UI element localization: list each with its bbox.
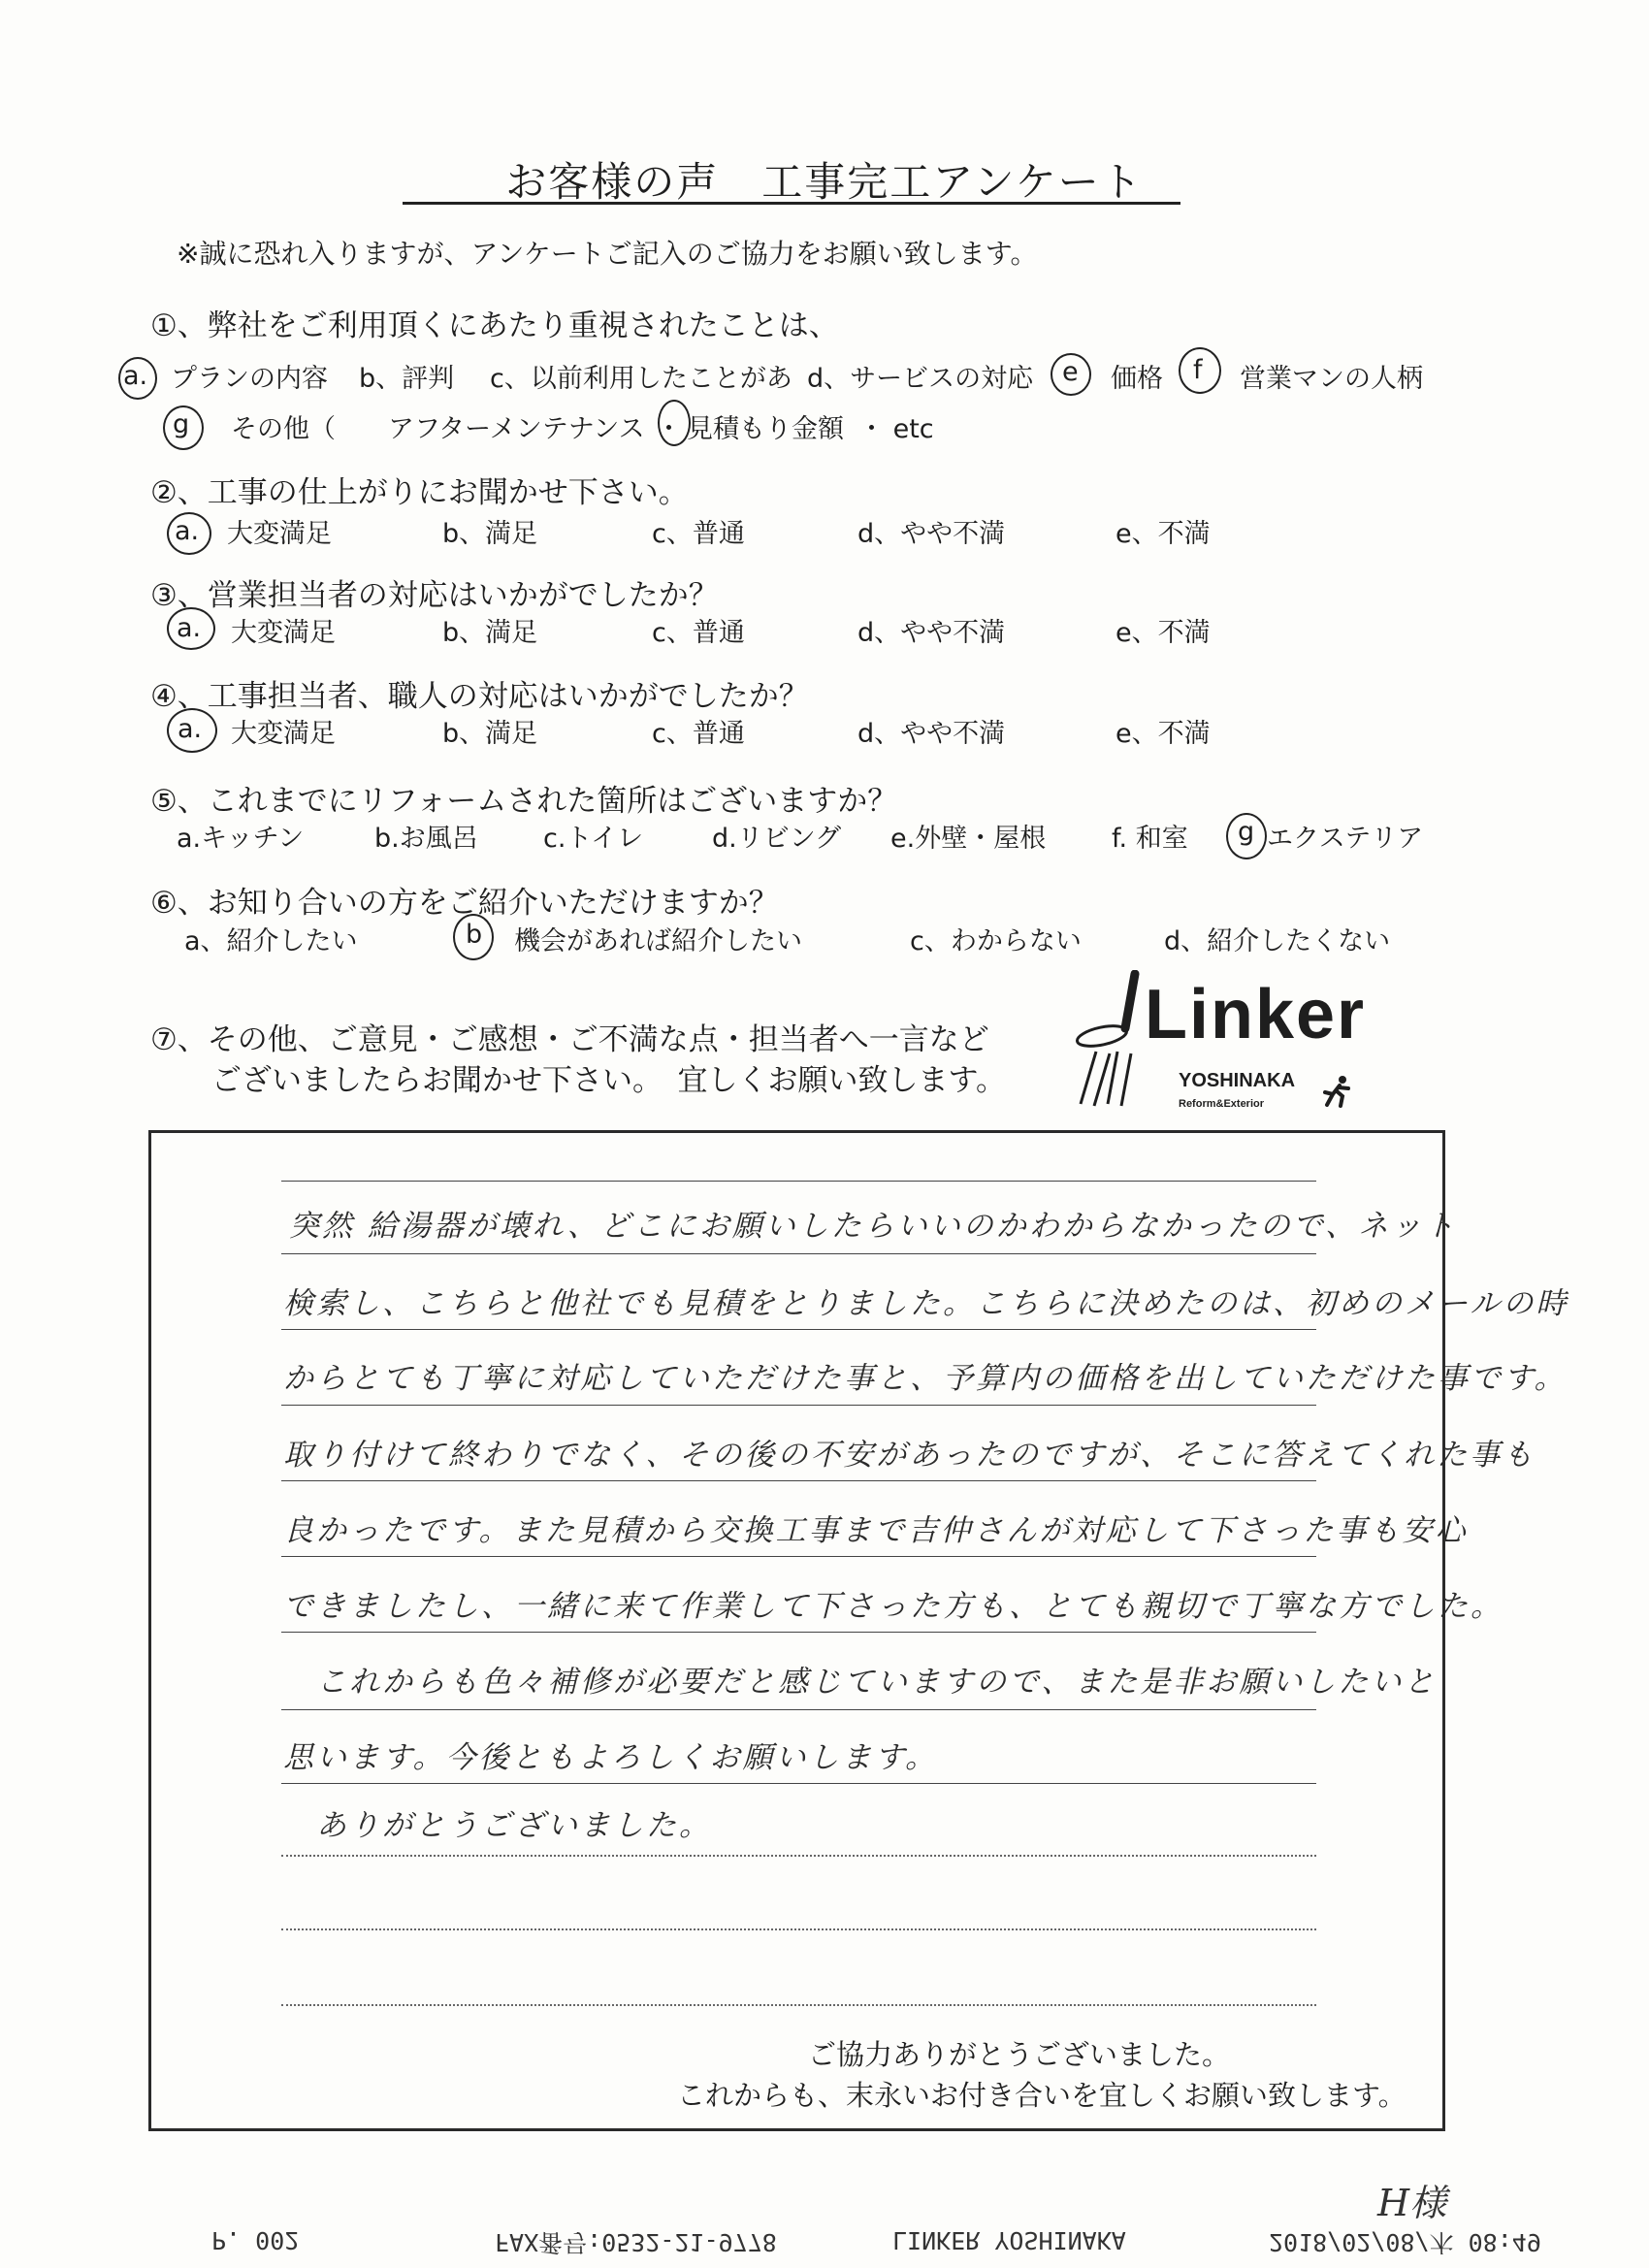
comment-rule bbox=[281, 1855, 1316, 1857]
comment-rule bbox=[281, 2004, 1316, 2006]
question-7: ⑦、その他、ご意見・ご感想・ご不満な点・担当者へ一言など bbox=[150, 1022, 989, 1057]
fax-sender: LINKER YOSHINAKA bbox=[892, 2226, 1126, 2254]
q2-option-c: c、普通 bbox=[652, 519, 745, 549]
q5-option-e: e.外壁・屋根 bbox=[890, 824, 1047, 854]
logo-wordmark: Linker bbox=[1145, 976, 1367, 1053]
comment-line: ありがとうございました。 bbox=[283, 1808, 712, 1843]
customer-name: H様 bbox=[1377, 2182, 1447, 2224]
q3-option-e: e、不満 bbox=[1116, 618, 1211, 648]
comment-line: できましたし、一緒に来て作業して下さった方も、とても親切で丁寧な方でした。 bbox=[283, 1589, 1504, 1624]
question-1: ①、弊社をご利用頂くにあたり重視されたことは、 bbox=[150, 308, 839, 343]
q3-option-b: b、満足 bbox=[442, 618, 538, 648]
q2-option-d: d、やや不満 bbox=[857, 519, 1006, 549]
comment-rule bbox=[281, 1329, 1316, 1330]
q1-option-c: c、以前利用したことがあ bbox=[490, 364, 792, 394]
comment-rule bbox=[281, 1480, 1316, 1481]
fax-number: FAX番号:0532-21-9778 bbox=[495, 2228, 777, 2256]
q1-option-g-mark: g bbox=[173, 409, 190, 439]
q3-option-a: 大変満足 bbox=[231, 618, 336, 648]
survey-intro: ※誠に恐れ入りますが、アンケートご記入のご協力をお願い致します。 bbox=[177, 238, 1038, 270]
q2-option-e: e、不満 bbox=[1116, 519, 1211, 549]
comment-rule bbox=[281, 1253, 1316, 1254]
q1-option-a: プランの内容 bbox=[171, 364, 328, 394]
comment-rule bbox=[281, 1181, 1316, 1182]
q4-option-d: d、やや不満 bbox=[857, 719, 1006, 749]
q2-option-a-mark: a. bbox=[175, 516, 200, 546]
comment-line: 取り付けて終わりでなく、その後の不安があったのですが、そこに答えてくれた事も bbox=[283, 1438, 1536, 1473]
fax-datetime: 2018/02/08/木 08:49 bbox=[1269, 2228, 1541, 2256]
q4-option-e: e、不満 bbox=[1116, 719, 1211, 749]
comment-line: これからも色々補修が必要だと感じていますので、また是非お願いしたいと bbox=[283, 1665, 1438, 1700]
q1-option-f-mark: f bbox=[1193, 355, 1203, 385]
q1-option-b: b、評判 bbox=[359, 364, 455, 394]
q1-option-other-label: その他（ bbox=[231, 414, 336, 444]
closing-line-2: これからも、末永いお付き合いを宜しくお願い致します。 bbox=[677, 2079, 1406, 2112]
survey-title: お客様の声 工事完工アンケート bbox=[505, 158, 1144, 206]
question-5: ⑤、これまでにリフォームされた箇所はございますか？ bbox=[150, 784, 898, 819]
q1-option-f: 営業マンの人柄 bbox=[1240, 364, 1423, 394]
comment-line: 突然 給湯器が壊れ、どこにお願いしたらいいのかわからなかったので、ネット bbox=[289, 1209, 1458, 1244]
q5-option-g-mark: g bbox=[1238, 817, 1255, 847]
q1-option-d: d、サービスの対応 bbox=[807, 364, 1034, 394]
q1-other-text-1: アフターメンテナンス bbox=[388, 414, 645, 444]
comment-rule bbox=[281, 1405, 1316, 1406]
logo-tagline: Reform&Exterior bbox=[1179, 1098, 1265, 1110]
q1-other-separator: ・ bbox=[656, 414, 682, 444]
q5-option-c: c.トイレ bbox=[543, 824, 644, 854]
q1-option-e-mark: e bbox=[1062, 357, 1079, 387]
comment-line: からとても丁寧に対応していただけた事と、予算内の価格を出していただけた事です。 bbox=[283, 1361, 1568, 1396]
q3-option-d: d、やや不満 bbox=[857, 618, 1006, 648]
closing-line-1: ご協力ありがとうございました。 bbox=[808, 2038, 1231, 2071]
q1-other-etc: ・ etc bbox=[858, 414, 934, 444]
comment-rule bbox=[281, 1783, 1316, 1784]
q2-option-b: b、満足 bbox=[442, 519, 538, 549]
comment-line: 思います。今後ともよろしくお願いします。 bbox=[283, 1740, 939, 1775]
question-6: ⑥、お知り合いの方をご紹介いただけますか？ bbox=[150, 886, 779, 921]
q6-option-b: 機会があれば紹介したい bbox=[514, 926, 802, 956]
q6-option-a: a、紹介したい bbox=[184, 926, 358, 956]
question-2: ②、工事の仕上がりにお聞かせ下さい。 bbox=[150, 475, 689, 510]
q6-option-b-mark: b bbox=[466, 920, 483, 950]
q1-other-text-2: 見積もり金額 bbox=[687, 414, 844, 444]
question-3: ③、営業担当者の対応はいかがでしたか？ bbox=[150, 578, 719, 613]
q5-option-f: f. 和室 bbox=[1112, 824, 1188, 854]
running-figure-icon bbox=[1321, 1075, 1352, 1108]
comment-line: 良かったです。また見積から交換工事まで吉仲さんが対応して下さった事も安心 bbox=[283, 1513, 1469, 1548]
q5-option-d: d.リビング bbox=[712, 824, 842, 854]
q1-option-e: 価格 bbox=[1111, 364, 1163, 394]
comment-rule bbox=[281, 1709, 1316, 1710]
q5-option-g: エクステリア bbox=[1267, 824, 1424, 854]
q3-option-c: c、普通 bbox=[652, 618, 745, 648]
q4-option-a-mark: a. bbox=[178, 714, 203, 744]
comment-rule bbox=[281, 1928, 1316, 1930]
q2-option-a: 大変満足 bbox=[227, 519, 332, 549]
q3-option-a-mark: a. bbox=[177, 613, 202, 643]
fax-page-number: P. 002 bbox=[211, 2226, 300, 2254]
logo-subtitle: YOSHINAKA bbox=[1179, 1070, 1296, 1091]
option-circle-mark bbox=[658, 400, 691, 446]
comment-line: 検索し、こちらと他社でも見積をとりました。こちらに決めたのは、初めのメールの時 bbox=[283, 1286, 1569, 1321]
question-4: ④、工事担当者、職人の対応はいかがでしたか？ bbox=[150, 679, 809, 714]
q5-option-b: b.お風呂 bbox=[374, 824, 478, 854]
q6-option-c: c、わからない bbox=[910, 926, 1082, 956]
comment-rule bbox=[281, 1632, 1316, 1633]
q6-option-d: d、紹介したくない bbox=[1164, 926, 1391, 956]
q4-option-b: b、満足 bbox=[442, 719, 538, 749]
comment-rule bbox=[281, 1556, 1316, 1557]
q4-option-a: 大変満足 bbox=[231, 719, 336, 749]
question-7-line-2: ございましたらお聞かせ下さい。 宜しくお願い致します。 bbox=[211, 1063, 1007, 1098]
title-underline bbox=[403, 202, 1180, 205]
q5-option-a: a.キッチン bbox=[177, 824, 305, 854]
q4-option-c: c、普通 bbox=[652, 719, 745, 749]
q1-option-a-mark: a. bbox=[123, 361, 148, 391]
